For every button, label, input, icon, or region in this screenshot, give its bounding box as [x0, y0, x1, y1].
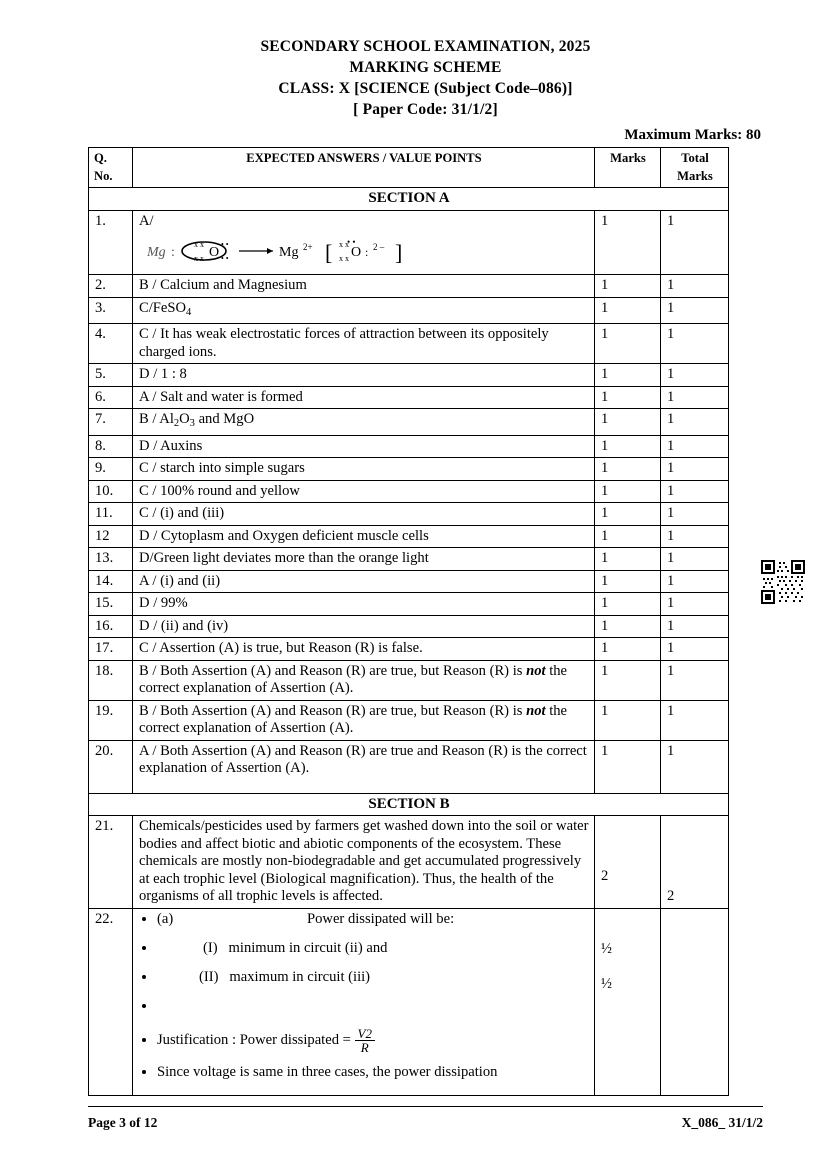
row-marks: 1 [595, 638, 661, 661]
table-row [89, 409, 729, 436]
bullet-label: (I) [203, 939, 218, 956]
row-total: 1 [661, 700, 729, 740]
document-type: MARKING SCHEME [349, 59, 502, 76]
svg-text:O: O [351, 245, 362, 260]
row-answer: Chemicals/pesticides used by farmers get washed down into the soil or water bodies and affect biotic and abiotic components of the ecosystem. These chemicals are mostly non-biodegradable and get accumulated progressively at each trophic level (Biological magnification). Thus, the health of the organisms of all trophic levels is affected. [133, 816, 595, 909]
row-marks: 1 [595, 409, 661, 436]
row-total: 1 [661, 435, 729, 458]
row-marks: 1 [595, 210, 661, 275]
svg-text:x x: x x [194, 254, 204, 263]
table-row [89, 615, 729, 638]
row-marks [595, 908, 661, 1095]
col-header-qno: Q. No. [89, 148, 133, 188]
row-marks: 1 [595, 615, 661, 638]
row-answer: C / (i) and (iii) [133, 503, 595, 526]
list-item [157, 940, 589, 957]
row-total: 1 [661, 409, 729, 436]
row-qno: 6. [89, 386, 133, 409]
table-row [89, 525, 729, 548]
marking-scheme-table [88, 147, 729, 1096]
row-answer: D / (ii) and (iv) [133, 615, 595, 638]
row-answer: B / Both Assertion (A) and Reason (R) are true, but Reason (R) is not the correct explanation of Assertion (A). [133, 660, 595, 700]
col-header-marks: Marks [595, 148, 661, 188]
svg-text:x x: x x [339, 254, 349, 263]
subscript: 2 [173, 418, 180, 429]
col-header-answers: EXPECTED ANSWERS / VALUE POINTS [133, 148, 595, 188]
table-row [89, 548, 729, 571]
subscript: 4 [186, 306, 192, 318]
table-row [89, 480, 729, 503]
svg-text:x x: x x [194, 240, 204, 249]
row-answer: C / 100% round and yellow [133, 480, 595, 503]
row-marks-2: ½ [601, 976, 612, 992]
footer-divider [88, 1106, 763, 1107]
bullet-text: maximum in circuit (iii) [229, 968, 371, 985]
row-marks: 1 [595, 525, 661, 548]
power-formula [355, 1027, 375, 1054]
subscript: 3 [189, 418, 195, 429]
section-b-title: SECTION B [89, 793, 729, 816]
row-answer: A / Both Assertion (A) and Reason (R) are true and Reason (R) is the correct explanation of Assertion (A). [133, 740, 595, 793]
bullet-label: (a) [157, 910, 174, 927]
row-qno: 22. [89, 908, 133, 1095]
row-marks: 1 [595, 458, 661, 481]
row-marks: 1 [595, 275, 661, 298]
lewis-structure-diagram [147, 236, 589, 270]
row-answer: B / Calcium and Magnesium [133, 275, 595, 298]
row-qno: 7. [89, 409, 133, 436]
row-total: 1 [661, 740, 729, 793]
list-item [157, 911, 589, 928]
svg-text::: : [365, 245, 369, 259]
list-item [157, 998, 589, 1015]
row-marks: 1 [595, 435, 661, 458]
class-subject: CLASS: X [SCIENCE (Subject Code–086)] [278, 80, 573, 97]
row-qno: 12 [89, 525, 133, 548]
row-marks: 1 [595, 548, 661, 571]
table-row [89, 570, 729, 593]
formula-numerator: V2 [355, 1027, 375, 1041]
svg-text:2+: 2+ [303, 242, 313, 252]
row-answer: A / (i) and (ii) [133, 570, 595, 593]
row-marks: 1 [595, 593, 661, 616]
row-marks: 1 [595, 503, 661, 526]
section-a-title: SECTION A [89, 188, 729, 211]
row-qno: 21. [89, 816, 133, 909]
row-answer: D / Auxins [133, 435, 595, 458]
svg-text:2 –: 2 – [373, 242, 385, 252]
row-qno: 4. [89, 324, 133, 364]
row-answer: B / $Al_2O_3$ and MgO [133, 409, 595, 436]
row-answer: A / Salt and water is formed [133, 386, 595, 409]
row-marks: 1 [595, 324, 661, 364]
row-qno: 13. [89, 548, 133, 571]
qr-code-icon [761, 560, 805, 604]
svg-text:• •: • • [221, 240, 229, 249]
row-marks: 1 [595, 364, 661, 387]
svg-text:O: O [209, 245, 220, 260]
svg-text:[: [ [325, 240, 333, 265]
row-total: 1 [661, 480, 729, 503]
page-number: Page 3 of 12 [88, 1115, 158, 1130]
col-header-total: Total Marks [661, 148, 729, 188]
row-qno: 1. [89, 210, 133, 275]
row-answer: C/FeSO$_4$ [133, 297, 595, 324]
row-qno: 20. [89, 740, 133, 793]
row-qno: 17. [89, 638, 133, 661]
section-header-row [89, 188, 729, 211]
bullet-text: Justification : Power dissipated = [157, 1031, 351, 1048]
page-footer [88, 1115, 763, 1131]
table-row [89, 297, 729, 324]
row-total: 1 [661, 548, 729, 571]
row-qno: 10. [89, 480, 133, 503]
row-answer: B / Both Assertion (A) and Reason (R) are true, but Reason (R) is not the correct explanation of Assertion (A). [133, 700, 595, 740]
row-total: 2 [661, 816, 729, 909]
row-qno: 19. [89, 700, 133, 740]
table-row [89, 275, 729, 298]
row-total: 1 [661, 275, 729, 298]
row-qno: 16. [89, 615, 133, 638]
svg-text:• •: • • [347, 237, 356, 247]
svg-text:Mg: Mg [147, 245, 166, 260]
table-row [89, 908, 729, 1095]
row-marks: 1 [595, 740, 661, 793]
table-row [89, 638, 729, 661]
row-answer: D/Green light deviates more than the orange light [133, 548, 595, 571]
row-answer: C / It has weak electrostatic forces of attraction between its oppositely charged ions. [133, 324, 595, 364]
exam-title: SECONDARY SCHOOL EXAMINATION, 2025 [260, 38, 591, 55]
row-marks: 1 [595, 700, 661, 740]
row-total: 1 [661, 638, 729, 661]
row-total: 1 [661, 660, 729, 700]
section-header-row [89, 793, 729, 816]
paper-identifier: X_086_ 31/1/2 [681, 1115, 763, 1130]
table-row [89, 364, 729, 387]
row-answer [133, 908, 595, 1095]
row-qno: 2. [89, 275, 133, 298]
svg-text:Mg: Mg [279, 245, 299, 260]
table-row [89, 660, 729, 700]
row-qno: 14. [89, 570, 133, 593]
row-marks: 2 [595, 816, 661, 909]
row-answer: D / 99% [133, 593, 595, 616]
table-row [89, 503, 729, 526]
row-marks: 1 [595, 480, 661, 503]
row-total: 1 [661, 364, 729, 387]
row-qno: 11. [89, 503, 133, 526]
list-item [157, 1064, 589, 1081]
row-answer: D / Cytoplasm and Oxygen deficient muscle cells [133, 525, 595, 548]
row-marks-1: ½ [601, 940, 612, 957]
row-marks: 1 [595, 386, 661, 409]
row-marks: 1 [595, 297, 661, 324]
row-answer: A/ Mg : O x x x x • • • • Mg 2+ [ x x x x O • • : 2 – ] [133, 210, 595, 275]
row-qno: 5. [89, 364, 133, 387]
paper-code: [ Paper Code: 31/1/2] [353, 101, 498, 118]
table-row [89, 740, 729, 793]
row-total: 1 [661, 297, 729, 324]
page-header [88, 36, 763, 120]
table-row [89, 210, 729, 275]
table-row [89, 324, 729, 364]
row-answer: D / 1 : 8 [133, 364, 595, 387]
row-answer: C / Assertion (A) is true, but Reason (R) is false. [133, 638, 595, 661]
row-qno: 8. [89, 435, 133, 458]
row-qno: 18. [89, 660, 133, 700]
row-total: 1 [661, 458, 729, 481]
bullet-text: Since voltage is same in three cases, the power dissipation [157, 1063, 498, 1080]
answer-bullet-list [139, 911, 589, 1081]
row-total: 1 [661, 570, 729, 593]
maximum-marks: Maximum Marks: 80 [624, 127, 761, 143]
list-item [157, 1027, 589, 1054]
svg-text:x x: x x [339, 240, 349, 249]
row-answer: C / starch into simple sugars [133, 458, 595, 481]
formula-denominator: R [360, 1039, 369, 1055]
bullet-label: (II) [199, 968, 219, 985]
list-item [157, 969, 589, 986]
table-row [89, 386, 729, 409]
row-total: 1 [661, 503, 729, 526]
row-qno: 3. [89, 297, 133, 324]
row-total [661, 908, 729, 1095]
row-total: 1 [661, 615, 729, 638]
row-qno: 15. [89, 593, 133, 616]
row-total: 1 [661, 386, 729, 409]
row-qno: 9. [89, 458, 133, 481]
row-total: 1 [661, 324, 729, 364]
row-marks: 1 [595, 660, 661, 700]
table-row [89, 593, 729, 616]
svg-text::: : [171, 245, 175, 260]
svg-text:• •: • • [221, 254, 229, 263]
row-total: 1 [661, 210, 729, 275]
table-row [89, 700, 729, 740]
row-total: 1 [661, 593, 729, 616]
table-row [89, 458, 729, 481]
table-row [89, 435, 729, 458]
row-marks: 1 [595, 570, 661, 593]
svg-text:]: ] [395, 240, 403, 265]
bullet-text: Power dissipated will be: [307, 910, 455, 927]
row-total: 1 [661, 525, 729, 548]
table-header-row [89, 148, 729, 188]
table-row [89, 816, 729, 909]
bullet-text: minimum in circuit (ii) and [228, 939, 388, 956]
